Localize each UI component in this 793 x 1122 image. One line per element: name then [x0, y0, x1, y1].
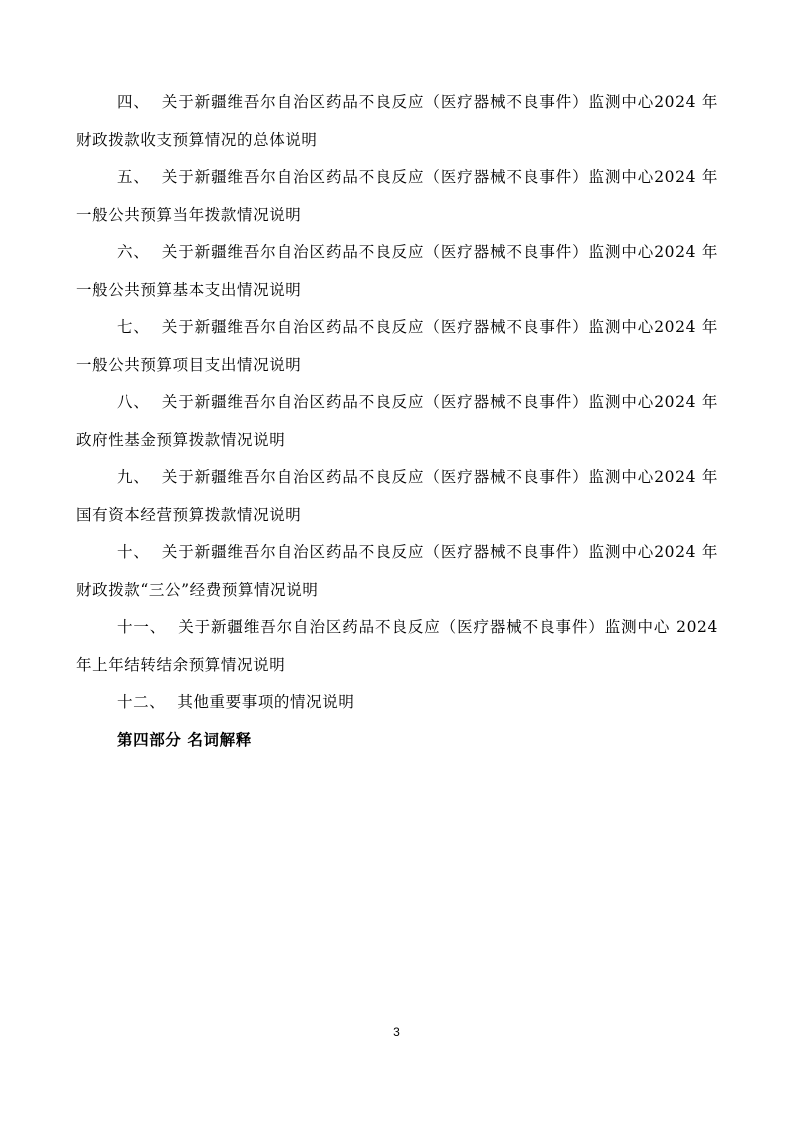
toc-item-7 [76, 309, 718, 384]
toc-item-text: 关于新疆维吾尔自治区药品不良反应（医疗器械不良事件）监测中心 2024 年上年结转结余预算情况说明 [76, 618, 718, 674]
toc-item-12 [76, 684, 718, 722]
toc-item-number: 六、 [117, 243, 150, 261]
toc-item-number: 十二、 [117, 693, 166, 711]
toc-item-9 [76, 459, 718, 534]
toc-item-number: 四、 [117, 93, 150, 111]
toc-item-text: 关于新疆维吾尔自治区药品不良反应（医疗器械不良事件）监测中心2024 年一般公共预算项目支出情况说明 [76, 318, 718, 374]
toc-item-8 [76, 384, 718, 459]
toc-item-text: 关于新疆维吾尔自治区药品不良反应（医疗器械不良事件）监测中心2024 年国有资本经营预算拨款情况说明 [76, 468, 718, 524]
toc-item-text: 其他重要事项的情况说明 [177, 693, 355, 711]
toc-item-number: 七、 [117, 318, 150, 336]
toc-item-text: 关于新疆维吾尔自治区药品不良反应（医疗器械不良事件）监测中心2024 年财政拨款收支预算情况的总体说明 [76, 93, 718, 149]
toc-item-6 [76, 234, 718, 309]
toc-item-number: 九、 [117, 468, 150, 486]
toc-item-number: 十一、 [117, 618, 167, 636]
page-number: 3 [393, 1025, 400, 1039]
toc-item-text: 关于新疆维吾尔自治区药品不良反应（医疗器械不良事件）监测中心2024 年政府性基金预算拨款情况说明 [76, 393, 718, 449]
toc-item-text: 关于新疆维吾尔自治区药品不良反应（医疗器械不良事件）监测中心2024 年一般公共预算当年拨款情况说明 [76, 168, 718, 224]
toc-item-number: 五、 [117, 168, 150, 186]
toc-item-text: 关于新疆维吾尔自治区药品不良反应（医疗器械不良事件）监测中心2024 年一般公共预算基本支出情况说明 [76, 243, 718, 299]
table-of-contents [76, 84, 718, 759]
toc-item-4 [76, 84, 718, 159]
toc-item-5 [76, 159, 718, 234]
toc-item-number: 八、 [117, 393, 150, 411]
toc-item-11 [76, 609, 718, 684]
part-four-title: 第四部分 名词解释 [117, 730, 252, 749]
toc-item-10 [76, 534, 718, 609]
toc-item-text: 关于新疆维吾尔自治区药品不良反应（医疗器械不良事件）监测中心2024 年财政拨款“三公”经费预算情况说明 [76, 543, 718, 599]
toc-item-number: 十、 [117, 543, 150, 561]
